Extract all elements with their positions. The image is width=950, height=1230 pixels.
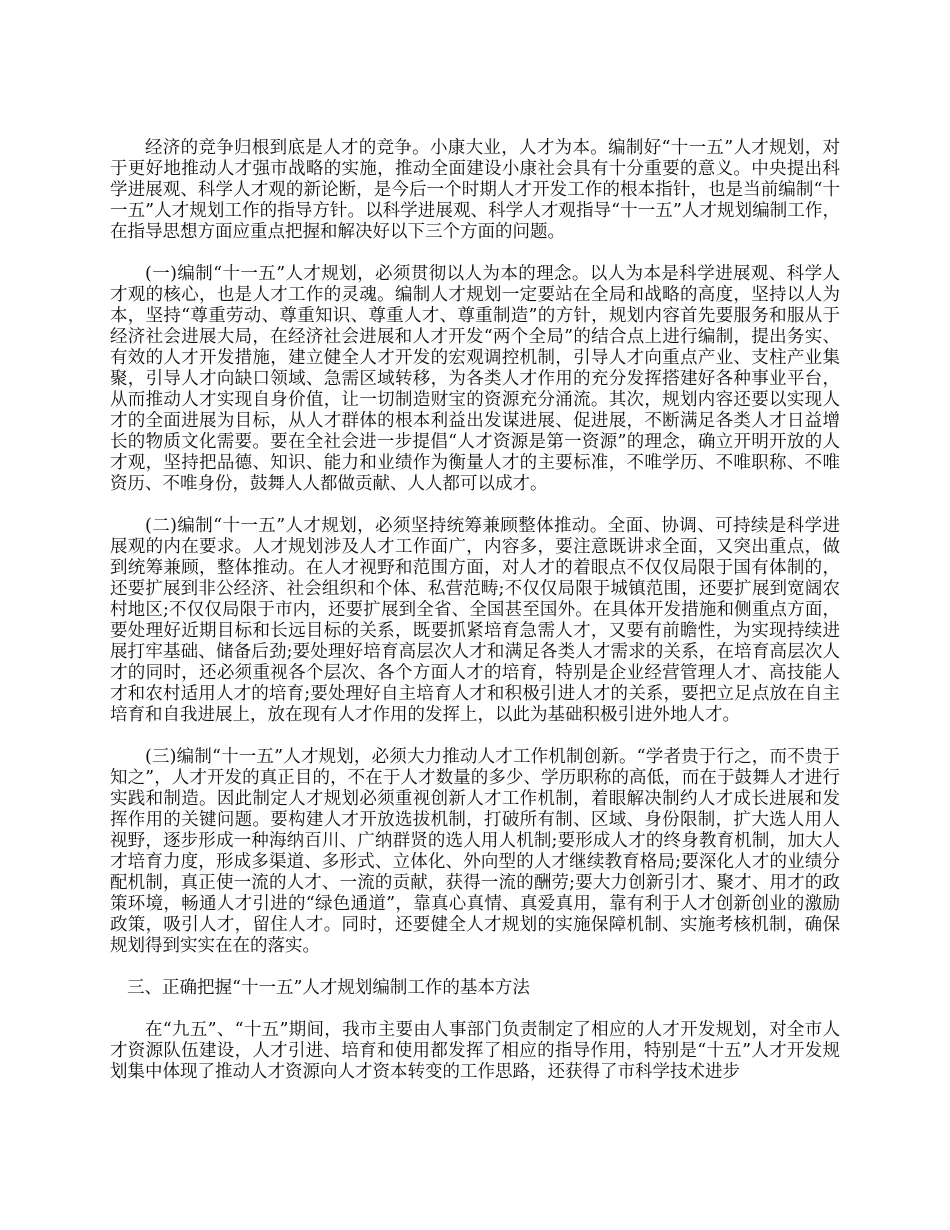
point-three-paragraph: (三)编制“十一五”人才规划，必须大力推动人才工作机制创新。“学者贵于行之，而不贵于知之”，人才开发的真正目的，不在于人才数量的多少、学历职称的高低，而在于鼓舞人才进行实践和制造。因此制定人才规划必须重视创新人才工作机制，着眼解决制约人才成长进展和发挥作用的关键问题。要构建人才开放选拔机制，打破所有制、区域、身份限制，扩大选人用人视野，逐步形成一种海纳百川、广纳群贤的选人用人机制;要形成人才的终身教育机制，加大人才培育力度，形成多渠道、多形式、立体化、外向型的人才继续教育格局;要深化人才的业绩分配机制，真正使一流的人才、一流的贡献，获得一流的酬劳;要大力创新引才、聚才、用才的政策环境，畅通人才引进的“绿色通道”，靠真心真情、真爱真用，靠有利于人才创新创业的激励政策，吸引人才，留住人才。同时，还要健全人才规划的实施保障机制、实施考核机制，确保规划得到实实在在的落实。	[110, 747, 840, 956]
closing-paragraph: 在“九五”、“十五”期间，我市主要由人事部门负责制定了相应的人才开发规划，对全市人才资源队伍建设，人才引进、培育和使用都发挥了相应的指导作用，特别是“十五”人才开发规划集中体现了推动人才资源向人才资本转变的工作思路，还获得了市科学技术进步	[110, 1020, 840, 1082]
section-heading: 三、正确把握“十一五”人才规划编制工作的基本方法	[127, 978, 530, 998]
point-one-paragraph: (一)编制“十一五”人才规划，必须贯彻以人为本的理念。以人为本是科学进展观、科学人才观的核心，也是人才工作的灵魂。编制人才规划一定要站在全局和战略的高度，坚持以人为本，坚持“尊重劳动、尊重知识、尊重人才、尊重制造”的方针，规划内容首先要服务和服从于经济社会进展大局，在经济社会进展和人才开发“两个全局”的结合点上进行编制，提出务实、有效的人才开发措施，建立健全人才开发的宏观调控机制，引导人才向重点产业、支柱产业集聚，引导人才向缺口领域、急需区域转移，为各类人才作用的充分发挥搭建好各种事业平台，从而推动人才实现自身价值，让一切制造财宝的资源充分涌流。其次，规划内容还要以实现人才的全面进展为目标，从人才群体的根本利益出发谋进展、促进展，不断满足各类人才日益增长的物质文化需要。要在全社会进一步提倡“人才资源是第一资源”的理念，确立开明开放的人才观，坚持把品德、知识、能力和业绩作为衡量人才的主要标准，不唯学历、不唯职称、不唯资历、不唯身份，鼓舞人人都做贡献、人人都可以成才。	[110, 264, 840, 494]
intro-paragraph: 经济的竞争归根到底是人才的竞争。小康大业，人才为本。编制好“十一五”人才规划，对于更好地推动人才强市战略的实施，推动全面建设小康社会具有十分重要的意义。中央提出科学进展观、科学人才观的新论断，是今后一个时期人才开发工作的根本指针，也是当前编制“十一五”人才规划工作的指导方针。以科学进展观、科学人才观指导“十一五”人才规划编制工作，在指导思想方面应重点把握和解决好以下三个方面的问题。	[110, 138, 840, 242]
document-page	[110, 138, 840, 1104]
point-two-paragraph: (二)编制“十一五”人才规划，必须坚持统筹兼顾整体推动。全面、协调、可持续是科学进展观的内在要求。人才规划涉及人才工作面广，内容多，要注意既讲求全面，又突出重点，做到统筹兼顾，整体推动。在人才视野和范围方面，对人才的着眼点不仅仅局限于国有体制的，还要扩展到非公经济、社会组织和个体、私营范畴;不仅仅局限于城镇范围，还要扩展到宽阔农村地区;不仅仅局限于市内，还要扩展到全省、全国甚至国外。在具体开发措施和侧重点方面，要处理好近期目标和长远目标的关系，既要抓紧培育急需人才，又要有前瞻性，为实现持续进展打牢基础、储备后劲;要处理好培育高层次人才和满足各类人才需求的关系，在培育高层次人才的同时，还必须重视各个层次、各个方面人才的培育，特别是企业经营管理人才、高技能人才和农村适用人才的培育;要处理好自主培育人才和积极引进人才的关系，要把立足点放在自主培育和自我进展上，放在现有人才作用的发挥上，以此为基础积极引进外地人才。	[110, 516, 840, 725]
